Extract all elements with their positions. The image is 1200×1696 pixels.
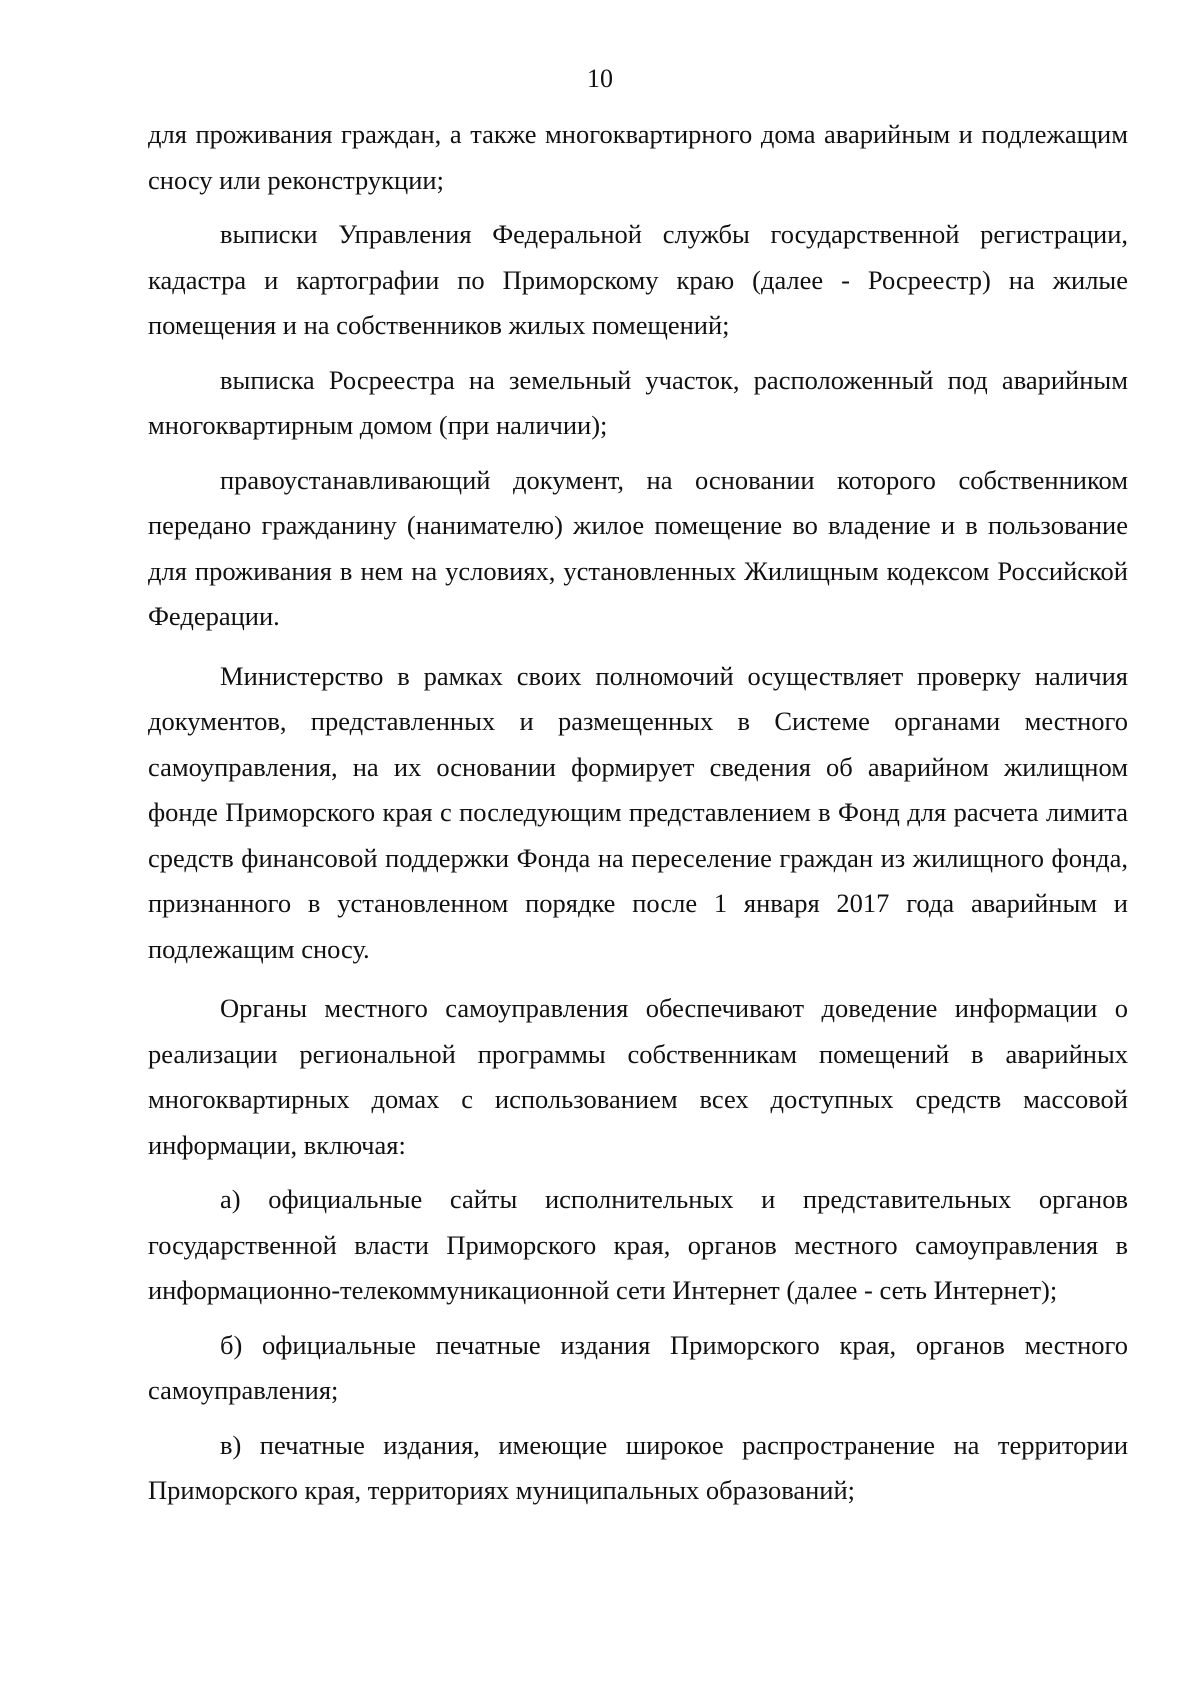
paragraph-continuation: для проживания граждан, а также многоквартирного дома аварийным и подлежащим сносу или реконструкции; [148,119,1128,195]
list-item-b: б) официальные печатные издания Приморского края, органов местного самоуправления; [148,1329,1128,1405]
paragraph-land-plot-extract: выписка Росреестра на земельный участок, расположенный под аварийным многоквартирным домом (при наличии); [148,364,1128,440]
list-item-a: а) официальные сайты исполнительных и представительных органов государственной власти Приморского края, органов местного самоуправления в информационно-телекоммуникационной сети Интернет (далее - сеть Интернет); [148,1184,1128,1305]
paragraph-ministry-check: Министерство в рамках своих полномочий осуществляет проверку наличия документов, представленных и размещенных в Системе органами местного самоуправления, на их основании формирует сведения об аварийном жилищном фонде Приморского края с последующим представлением в Фонд для расчета лимита средств финансовой поддержки Фонда на переселение граждан из жилищного фонда, признанного в установленном порядке после 1 января 2017 года аварийным и подлежащим сносу. [148,660,1128,964]
page-number: 10 [587,64,613,93]
document-body [148,112,1128,1514]
paragraph-rosreestr-extracts: выписки Управления Федеральной службы государственной регистрации, кадастра и картографии по Приморскому краю (далее - Росреестр) на жилые помещения и на собственников жилых помещений; [148,219,1128,340]
list-item-c: в) печатные издания, имеющие широкое распространение на территории Приморского края, территориях муниципальных образований; [148,1429,1128,1505]
paragraph-local-government-info: Органы местного самоуправления обеспечивают доведение информации о реализации региональной программы собственникам помещений в аварийных многоквартирных домах с использованием всех доступных средств массовой информации, включая: [148,993,1128,1160]
paragraph-title-document: правоустанавливающий документ, на основании которого собственником передано гражданину (нанимателю) жилое помещение во владение и в пользование для проживания в нем на условиях, установленных Жилищным кодексом Российской Федерации. [148,464,1128,631]
